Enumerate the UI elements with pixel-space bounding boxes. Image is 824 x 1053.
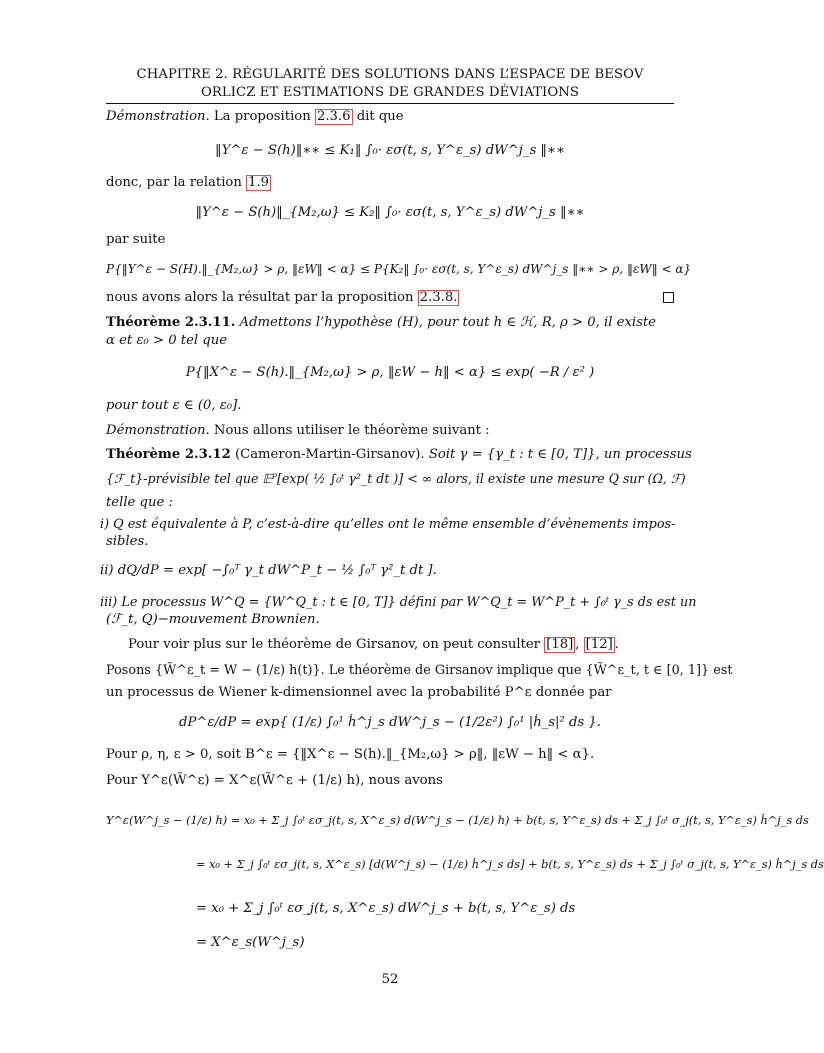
proof1-text4 xyxy=(106,289,674,307)
header-line-1: CHAPITRE 2. RÉGULARITÉ DES SOLUTIONS DANS L’ESPACE DE BESOV xyxy=(136,67,644,82)
qed-square xyxy=(663,292,674,303)
theorem2-item2: ii) dQ/dP = exp[ −∫₀ᵀ γ_t dW^P_t − ½ ∫₀ᵀ γ²_t dt ]. xyxy=(100,563,437,578)
align-line-1: Y^ε(W^j_s − (1/ε) h) = x₀ + Σ_j ∫₀ᵗ εσ_j(t, s, X^ε_s) d(W^j_s − (1/ε) h) + b(t, s, Y^ε_s) ds + Σ_j ∫₀ᵗ σ_j(t, s, Y^ε_s) ḣ^j_s ds xyxy=(106,814,809,827)
align-line-3: = x₀ + Σ_j ∫₀ᵗ εσ_j(t, s, X^ε_s) dW^j_s + b(t, s, Y^ε_s) ds xyxy=(196,901,576,916)
running-header xyxy=(106,66,674,102)
theorem2-line2: {ℱ_t}-prévisible tel que 𝔼ᴾ[exp( ½ ∫₀ᵗ γ²_t dt )] < ∞ alors, il existe une mesure Q sur (Ω, ℱ) xyxy=(106,471,686,486)
proof1-intro xyxy=(106,108,674,126)
equation-1: ‖Y^ε − S(h)‖∗∗ ≤ K₁‖ ∫₀· εσ(t, s, Y^ε_s) dW^j_s ‖∗∗ xyxy=(215,143,565,158)
body-paragraph-1: Pour voir plus sur le théorème de Girsanov, on peut consulter [18] , [12] . xyxy=(128,637,619,652)
proof2-label: Démonstration. xyxy=(106,423,210,438)
theorem2-line3: telle que : xyxy=(106,495,173,510)
ref-prop-2-3-8[interactable]: 2.3.8. xyxy=(419,290,458,305)
cite-12[interactable]: [12] xyxy=(585,637,613,652)
align-line-4: = X^ε_s(W^j_s) xyxy=(196,935,305,950)
body-p4: Pour Y^ε(W̃^ε) = X^ε(W̃^ε + (1/ε) h), nous avons xyxy=(106,773,443,788)
theorem2-item3a: iii) Le processus W^Q = {W^Q_t : t ∈ [0, T]} défini par W^Q_t = W^P_t + ∫₀ᵗ γ_s ds est un xyxy=(100,595,697,610)
theorem2-item1a: i) Q est équivalente à P, c’est-à-dire qu’elles ont le même ensemble d’évènements impos- xyxy=(100,517,676,532)
theorem1-statement2: α et ε₀ > 0 tel que xyxy=(106,333,228,348)
theorem-2-3-12-line1 xyxy=(106,446,692,464)
theorem2-name: (Cameron-Martin-Girsanov). xyxy=(234,447,425,462)
body-p1-text: Pour voir plus sur le théorème de Girsanov, on peut consulter xyxy=(128,637,540,652)
proof1-intro-text: La proposition xyxy=(213,109,311,124)
equation-3: P{‖Y^ε − S(H).‖_{M₂,ω} > ρ, ‖εW‖ < α} ≤ P{K₂‖ ∫₀· εσ(t, s, Y^ε_s) dW^j_s ‖∗∗ > ρ, ‖εW‖ < α} xyxy=(106,262,692,276)
theorem1-equation: P{‖X^ε − S(h).‖_{M₂,ω} > ρ, ‖εW − h‖ < α} ≤ exp( −R / ε² ) xyxy=(185,365,595,380)
body-p2a: Posons {W̃^ε_t = W − (1/ε) h(t)}. Le théorème de Girsanov implique que {W̃^ε_t, t ∈ [0, 1]} est xyxy=(106,663,733,678)
proof2-intro xyxy=(106,422,674,440)
body-p2b: un processus de Wiener k-dimensionnel avec la probabilité P^ε donnée par xyxy=(106,685,612,700)
theorem-label: Théorème 2.3.11. xyxy=(106,315,236,330)
proof1-text4-label: nous avons alors la résultat par la proposition xyxy=(106,290,414,305)
proof1-text3: par suite xyxy=(106,232,166,247)
body-p3: Pour ρ, η, ε > 0, soit B^ε = {‖X^ε − S(h).‖_{M₂,ω} > ρ‖, ‖εW − h‖ < α}. xyxy=(106,747,595,762)
theorem2-label: Théorème 2.3.12 xyxy=(106,447,231,462)
proof2-text: Nous allons utiliser le théorème suivant : xyxy=(213,423,490,438)
theorem2-line1: Soit γ = {γ_t : t ∈ [0, T]}, un processus xyxy=(428,447,692,462)
align-line-2: = x₀ + Σ_j ∫₀ᵗ εσ_j(t, s, X^ε_s) [d(W^j_s) − (1/ε) ḣ^j_s ds] + b(t, s, Y^ε_s) ds + Σ_j ∫₀ᵗ σ_j(t, s, Y^ε_s) ḣ^j_s ds xyxy=(196,858,824,871)
ref-relation-1-9[interactable]: 1.9 xyxy=(248,175,270,190)
theorem1-statement3: pour tout ε ∈ (0, ε₀]. xyxy=(106,398,242,413)
proof1-text2 xyxy=(106,174,674,192)
header-rule xyxy=(106,103,674,104)
ref-prop-2-3-6[interactable]: 2.3.6 xyxy=(316,109,351,124)
proof1-text2-label: donc, par la relation xyxy=(106,175,242,190)
proof-label: Démonstration. xyxy=(106,109,210,124)
equation-2: ‖Y^ε − S(h)‖_{M₂,ω} ≤ K₂‖ ∫₀· εσ(t, s, Y^ε_s) dW^j_s ‖∗∗ xyxy=(195,205,585,220)
header-line-2: ORLICZ ET ESTIMATIONS DE GRANDES DÉVIATIONS xyxy=(200,85,580,100)
theorem1-statement1: Admettons l’hypothèse (H), pour tout h ∈ ℋ, R, ρ > 0, il existe xyxy=(239,315,656,330)
theorem2-item1b: sibles. xyxy=(106,534,149,549)
cite-18[interactable]: [18] xyxy=(546,637,574,652)
page-number: 52 xyxy=(381,972,399,987)
theorem2-item3b: (ℱ_t, Q)−mouvement Brownien. xyxy=(106,612,320,627)
theorem-2-3-11-line1 xyxy=(106,314,674,332)
density-equation: dP^ε/dP = exp{ (1/ε) ∫₀¹ ḣ^j_s dW^j_s − (1/2ε²) ∫₀¹ |ḣ_s|² ds }. xyxy=(179,715,601,730)
proof1-intro-end: dit que xyxy=(356,109,404,124)
